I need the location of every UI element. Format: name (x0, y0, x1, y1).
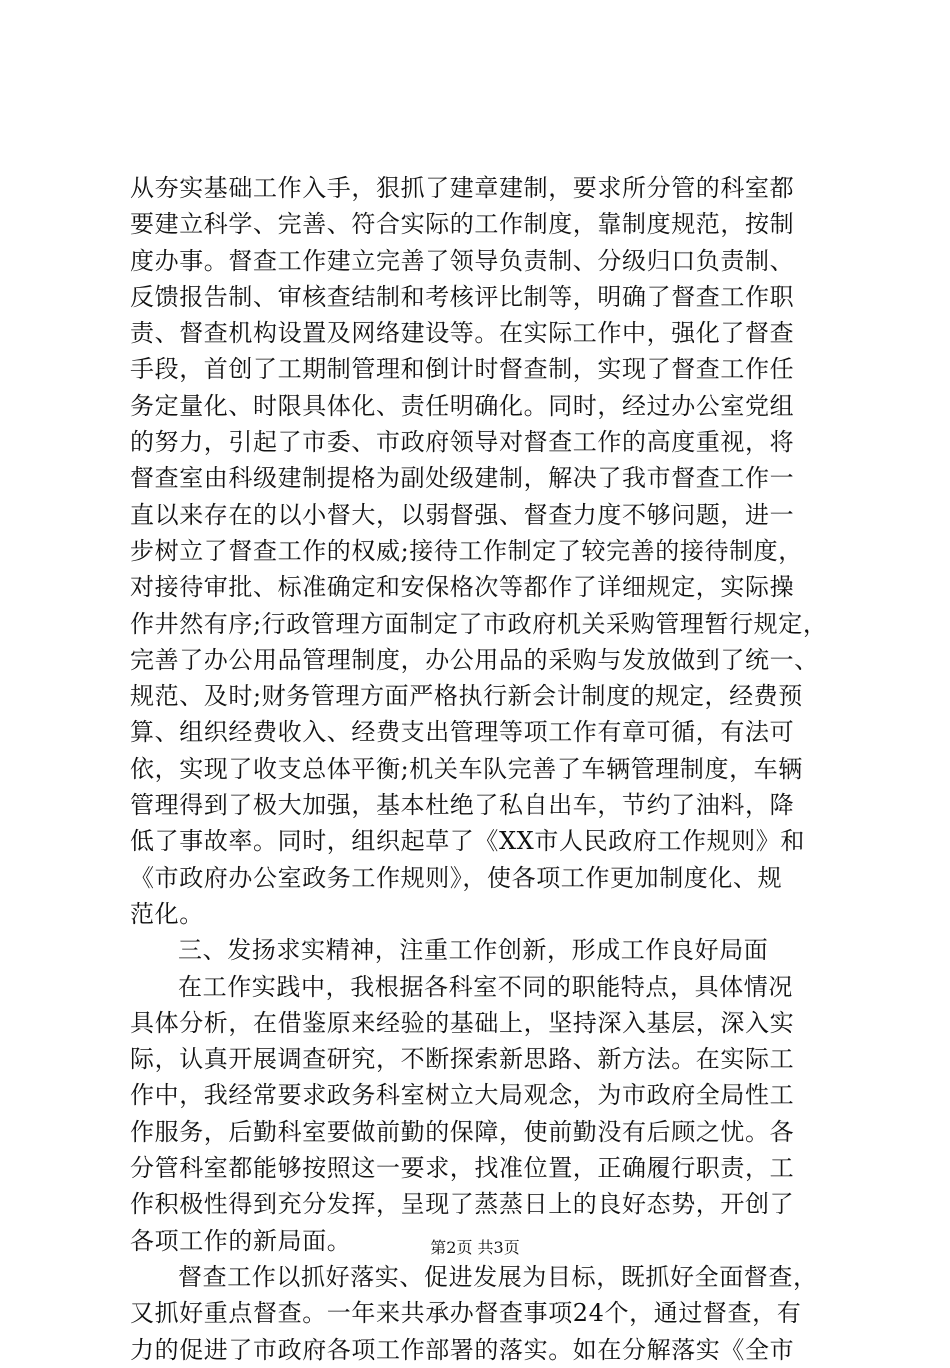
section-heading: 三、发扬求实精神，注重工作创新，形成工作良好局面 (178, 936, 769, 965)
body-line: 分管科室都能够按照这一要求，找准位置，正确履行职责，工 (130, 1154, 795, 1183)
body-line: 作积极性得到充分发挥，呈现了蒸蒸日上的良好态势，开创了 (130, 1190, 795, 1219)
body-line: 《市政府办公室政务工作规则》，使各项工作更加制度化、规 (130, 863, 783, 892)
body-line: 对接待审批、标准确定和安保格次等都作了详细规定，实际操 (130, 573, 795, 602)
body-line: 具体分析，在借鉴原来经验的基础上，坚持深入基层，深入实 (130, 1008, 795, 1037)
document-body (130, 170, 830, 1368)
body-line: 际，认真开展调查研究，不断探索新思路、新方法。在实际工 (130, 1045, 795, 1074)
body-line: 务定量化、时限具体化、责任明确化。同时，经过办公室党组 (130, 391, 795, 420)
body-line: 算、组织经费收入、经费支出管理等项工作有章可循，有法可 (130, 718, 795, 747)
body-line: 度办事。督查工作建立完善了领导负责制、分级归口负责制、 (130, 246, 795, 275)
body-line: 作服务，后勤科室要做前勤的保障，使前勤没有后顾之忧。各 (130, 1117, 795, 1146)
body-line: 规范、及时;财务管理方面严格执行新会计制度的规定，经费预 (130, 682, 803, 711)
body-line: 要建立科学、完善、符合实际的工作制度，靠制度规范，按制 (130, 210, 795, 239)
body-line: 作井然有序;行政管理方面制定了市政府机关采购管理暂行规定， (130, 609, 828, 638)
body-line: 又抓好重点督查。一年来共承办督查事项24个，通过督查，有 (130, 1299, 802, 1328)
body-line: 督查工作以抓好落实、促进发展为目标，既抓好全面督查， (178, 1262, 818, 1291)
body-line: 力的促进了市政府各项工作部署的落实。如在分解落实《全市 (130, 1335, 795, 1364)
body-line: 低了事故率。同时，组织起草了《XX市人民政府工作规则》和 (130, 827, 805, 856)
body-line: 的努力，引起了市委、市政府领导对督查工作的高度重视，将 (130, 428, 795, 457)
body-line: 在工作实践中，我根据各科室不同的职能特点，具体情况 (178, 972, 793, 1001)
body-line: 各项工作的新局面。 (130, 1226, 352, 1255)
body-line: 手段，首创了工期制管理和倒计时督查制，实现了督查工作任 (130, 355, 795, 384)
body-line: 作中，我经常要求政务科室树立大局观念，为市政府全局性工 (130, 1081, 795, 1110)
body-line: 范化。 (130, 899, 204, 928)
body-line: 步树立了督查工作的权威;接待工作制定了较完善的接待制度， (130, 536, 803, 565)
body-line: 从夯实基础工作入手，狠抓了建章建制，要求所分管的科室都 (130, 174, 795, 202)
body-line: 责、督查机构设置及网络建设等。在实际工作中，强化了督查 (130, 319, 795, 348)
body-line: 完善了办公用品管理制度，办公用品的采购与发放做到了统一、 (130, 645, 819, 674)
body-line: 直以来存在的以小督大，以弱督强、督查力度不够问题，进一 (130, 500, 795, 529)
body-line: 依，实现了收支总体平衡;机关车队完善了车辆管理制度，车辆 (130, 754, 803, 783)
body-line: 管理得到了极大加强，基本杜绝了私自出车，节约了油料，降 (130, 791, 795, 820)
body-line: 反馈报告制、审核查结制和考核评比制等，明确了督查工作职 (130, 282, 795, 311)
body-line: 督查室由科级建制提格为副处级建制，解决了我市督查工作一 (130, 464, 795, 493)
page-number-footer: 第2页 共3页 (430, 1238, 520, 1257)
